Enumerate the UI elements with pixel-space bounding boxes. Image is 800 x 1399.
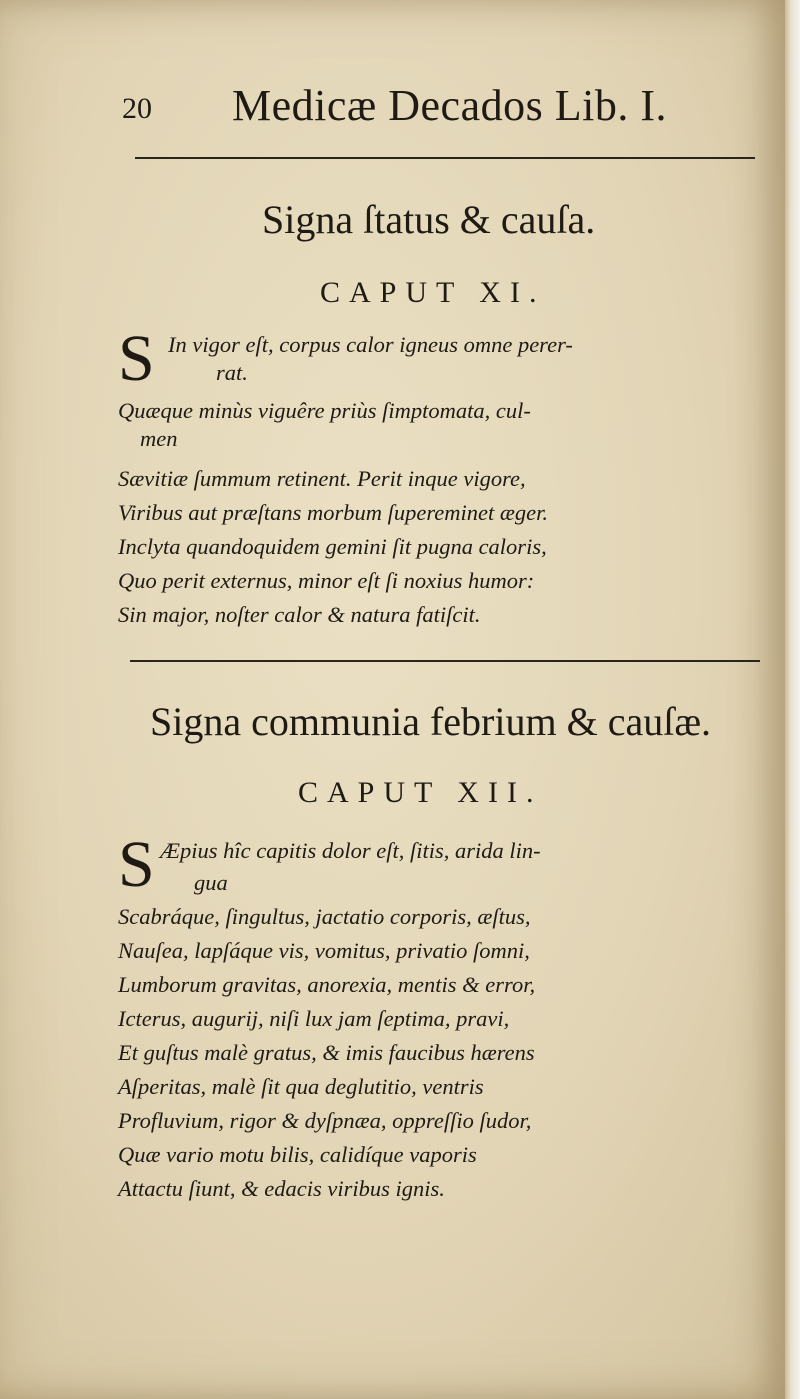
verse-line: Quæque minùs viguêre priùs ſimptomata, cul- [118, 398, 531, 423]
section-title-1: Signa ſtatus & cauſa. [262, 197, 596, 242]
verse-line: Sævitiæ ſummum retinent. Perit inque vigore, [118, 466, 526, 491]
verse-block-1 [118, 322, 768, 656]
verse-line: Viribus aut præſtans morbum ſupereminet æger. [118, 500, 549, 525]
verse-line: Aſperitas, malè ſit qua deglutitio, ventris [118, 1074, 484, 1099]
verse-line: In vigor eſt, corpus calor igneus omne perer- [168, 332, 573, 357]
verse-line: Æpius hîc capitis dolor eſt, ſitis, arida lin- [160, 838, 541, 863]
chapter-heading-2: CAPUT XII. [298, 776, 543, 809]
verse-line: rat. [216, 360, 248, 385]
drop-cap-1: S [118, 322, 155, 395]
verse-line: Icterus, augurij, niſi lux jam ſeptima, pravi, [118, 1006, 510, 1031]
page-edge [785, 0, 800, 1399]
verse-line: men [140, 426, 178, 451]
verse-line: Profluvium, rigor & dyſpnæa, oppreſſio ſudor, [118, 1108, 532, 1133]
drop-cap-2: S [118, 828, 155, 901]
verse-line: Scabráque, ſingultus, jactatio corporis, æſtus, [118, 904, 531, 929]
chapter-heading-1: CAPUT XI. [320, 276, 546, 309]
verse-line: Sin major, noſter calor & natura fatiſcit. [118, 602, 481, 627]
page-number: 20 [122, 92, 152, 125]
section-divider-rule [130, 660, 760, 662]
verse-line: Lumborum gravitas, anorexia, mentis & error, [118, 972, 536, 997]
verse-line: Inclyta quandoquidem gemini ſit pugna caloris, [118, 534, 547, 559]
verse-line: Nauſea, lapſáque vis, vomitus, privatio ſomni, [118, 938, 530, 963]
running-title: Medicæ Decados Lib. I. [232, 81, 667, 130]
verse-line: Quæ vario motu bilis, calidíque vaporis [118, 1142, 477, 1167]
verse-line: Attactu ſiunt, & edacis viribus ignis. [118, 1176, 445, 1201]
verse-line: Et guſtus malè gratus, & imis faucibus hærens [118, 1040, 535, 1065]
verse-line: gua [194, 870, 228, 895]
section-title-2: Signa communia febrium & cauſæ. [150, 699, 711, 744]
verse-line: Quo perit externus, minor eſt ſi noxius humor: [118, 568, 535, 593]
verse-block-2 [118, 828, 768, 1201]
header-rule [135, 157, 755, 159]
